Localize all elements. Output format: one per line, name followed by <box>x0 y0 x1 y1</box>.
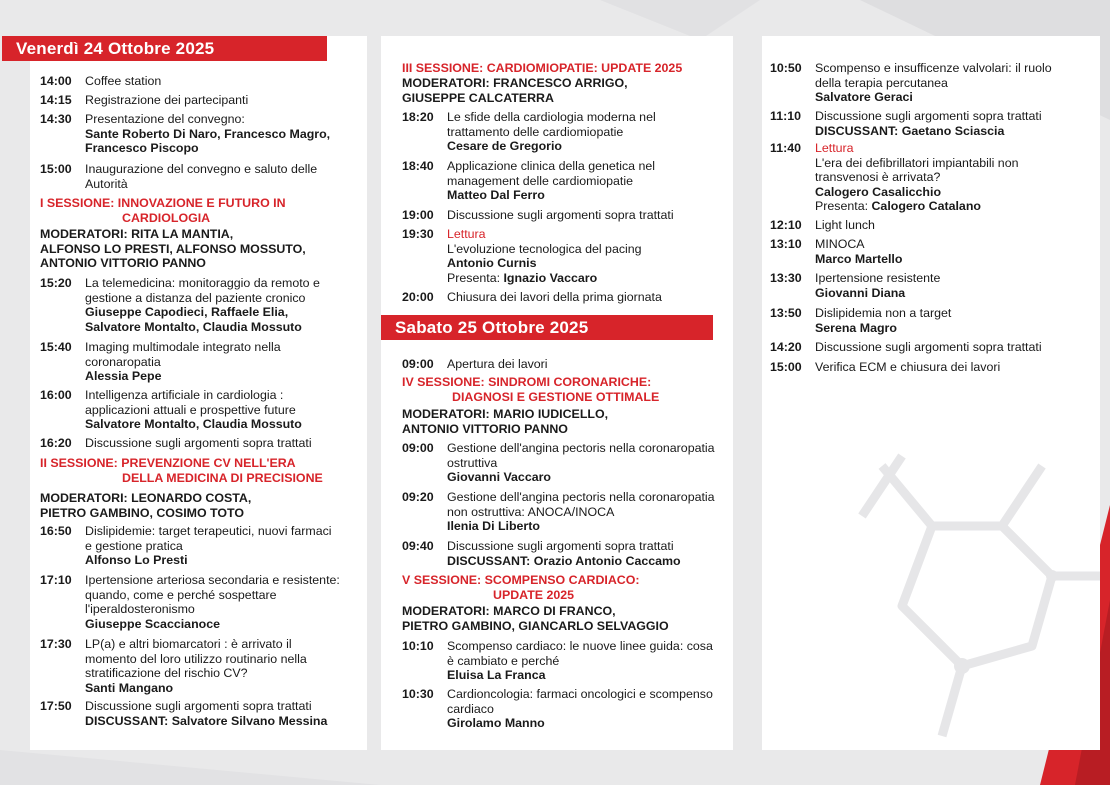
entry-title-line: ostruttiva <box>447 455 498 470</box>
presenter-line <box>447 271 733 286</box>
moderator-line: GIUSEPPE CALCATERRA <box>402 90 554 105</box>
entry-description <box>85 436 361 451</box>
session-title-line: UPDATE 2025 <box>493 587 575 602</box>
moderators <box>40 491 251 520</box>
moderator-line: MODERATORI: MARCO DI FRANCO, <box>402 604 616 618</box>
entry-description <box>85 573 361 631</box>
entry-title-line: Presentazione del convegno: <box>85 112 245 126</box>
program-column-2 <box>381 36 733 750</box>
entry-title-line: Dislipidemia non a target <box>815 306 952 320</box>
entry-description <box>815 306 1095 335</box>
entry-title-line: cardiaco <box>447 701 494 716</box>
entry-title-line: Discussione sugli argomenti sopra trattati <box>447 539 674 553</box>
session-title-line: III SESSIONE: CARDIOMIOPATIE: UPDATE 2025 <box>402 61 683 75</box>
entry-title-line: Applicazione clinica della genetica nel <box>447 159 656 173</box>
entry-title-line: e gestione pratica <box>85 538 183 553</box>
presenter-name: Ignazio Vaccaro <box>503 270 598 285</box>
entry-title-line: trattamento delle cardiomiopatie <box>447 124 624 139</box>
entry-title-line: Ipertensione arteriosa secondaria e resistente: <box>85 573 340 587</box>
entry-time: 10:10 <box>402 639 434 653</box>
moderators <box>402 407 608 436</box>
session-title <box>40 456 323 485</box>
session-title-line: DIAGNOSI E GESTIONE OTTIMALE <box>452 389 660 404</box>
program-column-1 <box>16 36 367 750</box>
entry-title-line: non ostruttiva: ANOCA/INOCA <box>447 504 615 519</box>
presenter-label: Presenta: <box>447 270 504 285</box>
moderator-line: MODERATORI: RITA LA MANTIA, <box>40 227 234 241</box>
session-title <box>402 61 682 76</box>
entry-title-line: Discussione sugli argomenti sopra trattati <box>815 109 1042 123</box>
presenter-line <box>815 199 1095 214</box>
moderators <box>40 227 306 271</box>
entry-time: 15:00 <box>770 360 802 374</box>
entry-title-line: Imaging multimodale integrato nella <box>85 340 281 354</box>
entry-title-line: transvenosi è arrivata? <box>815 170 941 185</box>
lettura-label: Lettura <box>447 227 486 241</box>
entry-time: 12:10 <box>770 218 802 232</box>
entry-description <box>447 539 733 568</box>
entry-title-line: l'iperaldosteronismo <box>85 602 195 617</box>
entry-speaker: DISCUSSANT: Orazio Antonio Caccamo <box>447 553 681 568</box>
entry-description <box>447 290 733 305</box>
entry-description <box>815 141 1095 214</box>
moderator-line: PIETRO GAMBINO, GIANCARLO SELVAGGIO <box>402 618 669 633</box>
entry-title-line: stratificazione del rischio CV? <box>85 666 248 681</box>
entry-description <box>815 109 1095 138</box>
entry-time: 13:30 <box>770 271 802 285</box>
entry-description <box>85 112 361 156</box>
session-title-line: II SESSIONE: PREVENZIONE CV NELL'ERA <box>40 456 296 470</box>
moderator-line: MODERATORI: MARIO IUDICELLO, <box>402 407 609 421</box>
entry-time: 14:30 <box>40 112 72 126</box>
entry-time: 10:30 <box>402 687 434 701</box>
entry-description <box>85 276 361 334</box>
entry-time: 17:30 <box>40 637 72 651</box>
entry-time: 09:20 <box>402 490 434 504</box>
entry-description <box>447 357 733 372</box>
entry-time: 15:20 <box>40 276 72 290</box>
entry-speaker: Salvatore Montalto, Claudia Mossuto <box>85 319 302 334</box>
entry-title-line: Autorità <box>85 176 128 191</box>
entry-time: 13:10 <box>770 237 802 251</box>
entry-time: 16:00 <box>40 388 72 402</box>
entry-time: 11:40 <box>770 141 802 155</box>
entry-description <box>85 637 361 695</box>
entry-title-line: momento del loro utilizzo routinario nella <box>85 651 307 666</box>
entry-speaker: DISCUSSANT: Gaetano Sciascia <box>815 123 1005 138</box>
entry-time: 09:40 <box>402 539 434 553</box>
entry-speaker: Giuseppe Capodieci, Raffaele Elia, <box>85 305 289 320</box>
entry-description <box>85 388 361 432</box>
entry-title-line: Discussione sugli argomenti sopra trattati <box>85 699 312 713</box>
entry-title-line: La telemedicina: monitoraggio da remoto e <box>85 276 320 290</box>
bg-facet <box>0 750 380 785</box>
entry-time: 16:20 <box>40 436 72 450</box>
entry-time: 11:10 <box>770 109 802 123</box>
entry-description <box>85 340 361 384</box>
entry-description <box>447 687 733 731</box>
entry-description <box>447 227 733 285</box>
entry-speaker: Giovanni Diana <box>815 285 906 300</box>
entry-time: 19:30 <box>402 227 434 241</box>
entry-speaker: Matteo Dal Ferro <box>447 188 545 203</box>
entry-description <box>815 340 1095 355</box>
session-title-line: IV SESSIONE: SINDROMI CORONARICHE: <box>402 375 652 389</box>
entry-title-line: L'evoluzione tecnologica del pacing <box>447 241 642 256</box>
entry-time: 19:00 <box>402 208 434 222</box>
entry-description <box>815 237 1095 266</box>
entry-time: 17:50 <box>40 699 72 713</box>
entry-time: 15:00 <box>40 162 72 176</box>
presenter-name: Calogero Catalano <box>871 199 981 214</box>
entry-speaker: Alessia Pepe <box>85 369 162 384</box>
session-title <box>402 573 640 602</box>
entry-description <box>447 441 733 485</box>
entry-speaker: Antonio Curnis <box>447 256 537 271</box>
entry-speaker: Santi Mangano <box>85 680 174 695</box>
entry-time: 17:10 <box>40 573 72 587</box>
entry-title-line: Scompenso e insufficenze valvolari: il ruolo <box>815 61 1052 75</box>
entry-title-line: coronaropatia <box>85 354 161 369</box>
entry-time: 09:00 <box>402 357 434 371</box>
entry-title-line: management delle cardiomiopatie <box>447 173 633 188</box>
session-title-line: I SESSIONE: INNOVAZIONE E FUTURO IN <box>40 196 286 210</box>
entry-title-line: Verifica ECM e chiusura dei lavori <box>815 360 1001 374</box>
entry-description <box>815 61 1095 105</box>
lettura-label: Lettura <box>815 141 854 155</box>
entry-title-line: Chiusura dei lavori della prima giornata <box>447 290 662 304</box>
moderators <box>402 604 669 633</box>
entry-description <box>85 93 361 108</box>
entry-title-line: Light lunch <box>815 218 875 232</box>
entry-title-line: MINOCA <box>815 237 865 251</box>
moderators <box>402 76 628 105</box>
entry-title-line: Registrazione dei partecipanti <box>85 93 249 107</box>
day-header-friday: Venerdì 24 Ottobre 2025 <box>2 36 327 61</box>
day-header-saturday: Sabato 25 Ottobre 2025 <box>381 315 713 340</box>
moderator-line: ANTONIO VITTORIO PANNO <box>402 421 568 436</box>
entry-title-line: quando, come e perché sospettare <box>85 587 277 602</box>
entry-speaker: DISCUSSANT: Salvatore Silvano Messina <box>85 713 328 728</box>
entry-speaker: Eluisa La Franca <box>447 668 546 683</box>
entry-speaker: Cesare de Gregorio <box>447 139 563 154</box>
session-title <box>402 375 659 404</box>
entry-speaker: Ilenia Di Liberto <box>447 519 540 534</box>
entry-speaker: Calogero Casalicchio <box>815 184 942 199</box>
session-title-line: V SESSIONE: SCOMPENSO CARDIACO: <box>402 573 640 587</box>
session-title <box>40 196 286 225</box>
entry-description <box>85 524 361 568</box>
entry-description <box>85 699 361 728</box>
entry-speaker: Francesco Piscopo <box>85 141 199 156</box>
moderator-line: PIETRO GAMBINO, COSIMO TOTO <box>40 505 244 520</box>
entry-time: 13:50 <box>770 306 802 320</box>
entry-time: 18:40 <box>402 159 434 173</box>
entry-title-line: Gestione dell'angina pectoris nella coronaropatia <box>447 490 715 504</box>
entry-time: 09:00 <box>402 441 434 455</box>
entry-title-line: Gestione dell'angina pectoris nella coronaropatia <box>447 441 715 455</box>
entry-speaker: Sante Roberto Di Naro, Francesco Magro, <box>85 126 331 141</box>
entry-title-line: LP(a) e altri biomarcatori : è arrivato il <box>85 637 292 651</box>
entry-speaker: Alfonso Lo Presti <box>85 553 188 568</box>
entry-time: 10:50 <box>770 61 802 75</box>
entry-title-line: della terapia percutanea <box>815 75 948 90</box>
entry-speaker: Girolamo Manno <box>447 716 545 731</box>
moderator-line: ALFONSO LO PRESTI, ALFONSO MOSSUTO, <box>40 241 306 256</box>
entry-description <box>815 360 1095 375</box>
program-column-3 <box>762 36 1100 750</box>
entry-description <box>447 208 733 223</box>
session-title-line: CARDIOLOGIA <box>122 210 211 225</box>
moderator-line: MODERATORI: LEONARDO COSTA, <box>40 491 252 505</box>
entry-title-line: Inaugurazione del convegno e saluto delle <box>85 162 318 176</box>
entry-title-line: L'era dei defibrillatori impiantabili non <box>815 155 1019 170</box>
entry-title-line: è cambiato e perché <box>447 653 560 668</box>
entry-title-line: Apertura dei lavori <box>447 357 548 371</box>
entry-speaker: Salvatore Geraci <box>815 90 913 105</box>
entry-description <box>815 271 1095 300</box>
entry-title-line: Cardioncologia: farmaci oncologici e scompenso <box>447 687 713 701</box>
entry-time: 14:20 <box>770 340 802 354</box>
session-title-line: DELLA MEDICINA DI PRECISIONE <box>122 470 323 485</box>
entry-title-line: Discussione sugli argomenti sopra trattati <box>85 436 312 450</box>
entry-speaker: Marco Martello <box>815 251 903 266</box>
entry-title-line: Discussione sugli argomenti sopra trattati <box>447 208 674 222</box>
entry-time: 18:20 <box>402 110 434 124</box>
entry-title-line: Le sfide della cardiologia moderna nel <box>447 110 656 124</box>
bg-facet <box>600 0 760 40</box>
moderator-line: MODERATORI: FRANCESCO ARRIGO, <box>402 76 628 90</box>
entry-description <box>85 162 361 191</box>
entry-description <box>447 490 733 534</box>
presenter-label: Presenta: <box>815 199 872 214</box>
entry-description <box>85 74 361 89</box>
entry-time: 16:50 <box>40 524 72 538</box>
entry-description <box>447 110 733 154</box>
entry-title-line: Ipertensione resistente <box>815 271 941 285</box>
entry-description <box>447 159 733 203</box>
entry-title-line: gestione a distanza del paziente cronico <box>85 290 306 305</box>
entry-speaker: Giovanni Vaccaro <box>447 470 551 485</box>
entry-title-line: Dislipidemie: target terapeutici, nuovi farmaci <box>85 524 332 538</box>
entry-time: 14:00 <box>40 74 72 88</box>
entry-title-line: Coffee station <box>85 74 162 88</box>
entry-title-line: Intelligenza artificiale in cardiologia : <box>85 388 284 402</box>
entry-speaker: Serena Magro <box>815 320 897 335</box>
moderator-line: ANTONIO VITTORIO PANNO <box>40 256 206 271</box>
entry-speaker: Giuseppe Scaccianoce <box>85 616 220 631</box>
entry-title-line: applicazioni attuali e prospettive future <box>85 402 296 417</box>
entry-time: 15:40 <box>40 340 72 354</box>
entry-description <box>815 218 1095 233</box>
entry-time: 20:00 <box>402 290 434 304</box>
entry-time: 14:15 <box>40 93 72 107</box>
entry-title-line: Scompenso cardiaco: le nuove linee guida: cosa <box>447 639 713 653</box>
entry-title-line: Discussione sugli argomenti sopra trattati <box>815 340 1042 354</box>
entry-description <box>447 639 733 683</box>
entry-speaker: Salvatore Montalto, Claudia Mossuto <box>85 417 302 432</box>
